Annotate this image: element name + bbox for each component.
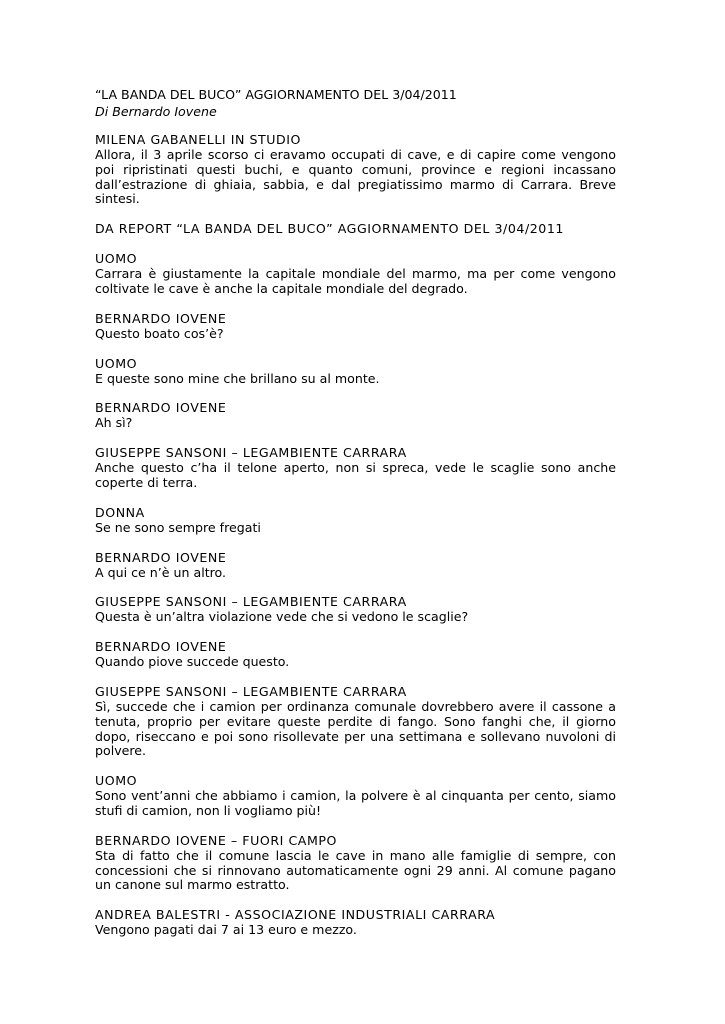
speaker-name: BERNARDO IOVENE – FUORI CAMPO: [95, 832, 337, 848]
exchange-block: [95, 594, 616, 625]
speaker-name: MILENA GABANELLI IN STUDIO: [95, 132, 302, 147]
speech-text: Sì, succede che i camion per ordinanza comunale dovrebbero avere il cassone a tenuta, proprio per evitare queste perdite di fango. Sono fanghi che, il giorno dopo, riseccano e poi sono risollevate per una settimana e sollevano nuvoloni di polvere.: [95, 698, 616, 759]
speaker-name: BERNARDO IOVENE: [95, 639, 227, 655]
exchange-block: [95, 311, 616, 342]
speaker-name: BERNARDO IOVENE: [95, 549, 227, 565]
speech-text: E queste sono mine che brillano su al monte.: [95, 370, 380, 386]
speech-text: Questa è un’altra violazione vede che si vedono le scaglie?: [95, 609, 469, 625]
speech-text: Sono vent’anni che abbiamo i camion, la polvere è al cinquanta per cento, siamo stufi di camion, non li vogliamo più!: [95, 788, 616, 818]
speaker-name: ANDREA BALESTRI - ASSOCIAZIONE INDUSTRIALI CARRARA: [95, 907, 496, 923]
exchange-block: [95, 505, 616, 536]
speech-text: Carrara è giustamente la capitale mondiale del marmo, ma per come vengono coltivate le cave è anche la capitale mondiale del degrado.: [95, 266, 616, 296]
speech-text: Vengono pagati dai 7 ai 13 euro e mezzo.: [95, 922, 357, 938]
speech-text: Ah sì?: [95, 415, 133, 431]
exchange-block: [95, 639, 616, 670]
speaker-name: GIUSEPPE SANSONI – LEGAMBIENTE CARRARA: [95, 445, 407, 461]
speech-text: Anche questo c’ha il telone aperto, non si spreca, vede le scaglie sono anche coperte di terra.: [95, 460, 616, 490]
speech-text: Allora, il 3 aprile scorso ci eravamo occupati di cave, e di capire come vengono poi ripristinati questi buchi, e quanto comuni, province e regioni incassano dall’estrazione di ghiaia, sabbia, e dal pregiatissimo marmo di Carrara. Breve sintesi.: [95, 147, 616, 207]
exchange-block: [95, 251, 616, 297]
speaker-name: UOMO: [95, 355, 138, 371]
document-page: [95, 86, 616, 952]
speaker-name: GIUSEPPE SANSONI – LEGAMBIENTE CARRARA: [95, 683, 407, 699]
document-byline: Di Bernardo Iovene: [95, 104, 217, 119]
speaker-name: DONNA: [95, 504, 145, 520]
speech-text: Se ne sono sempre fregati: [95, 519, 261, 535]
exchange-block: [95, 445, 616, 491]
exchange-block: [95, 833, 616, 893]
speaker-name: UOMO: [95, 773, 138, 789]
speaker-name: GIUSEPPE SANSONI – LEGAMBIENTE CARRARA: [95, 594, 407, 610]
exchange-block: [95, 684, 616, 759]
speaker-name: BERNARDO IOVENE: [95, 400, 227, 416]
document-title: “LA BANDA DEL BUCO” AGGIORNAMENTO DEL 3/04/2011: [95, 87, 457, 102]
exchange-block: [95, 550, 616, 581]
exchange-block: [95, 400, 616, 431]
speaker-name: UOMO: [95, 251, 138, 267]
speech-text: Questo boato cos’è?: [95, 325, 224, 341]
report-heading: DA REPORT “LA BANDA DEL BUCO” AGGIORNAMENTO DEL 3/04/2011: [95, 221, 564, 237]
speech-text: Quando piove succede questo.: [95, 654, 290, 670]
exchange-block: [95, 907, 616, 938]
exchange-block: [95, 773, 616, 819]
speech-text: A qui ce n’è un altro.: [95, 564, 227, 580]
speaker-name: BERNARDO IOVENE: [95, 310, 227, 326]
speech-text: Sta di fatto che il comune lascia le cave in mano alle famiglie di sempre, con concessioni che si rinnovano automaticamente ogni 29 anni. Al comune pagano un canone sul marmo estratto.: [95, 847, 616, 893]
exchange-block: [95, 356, 616, 387]
